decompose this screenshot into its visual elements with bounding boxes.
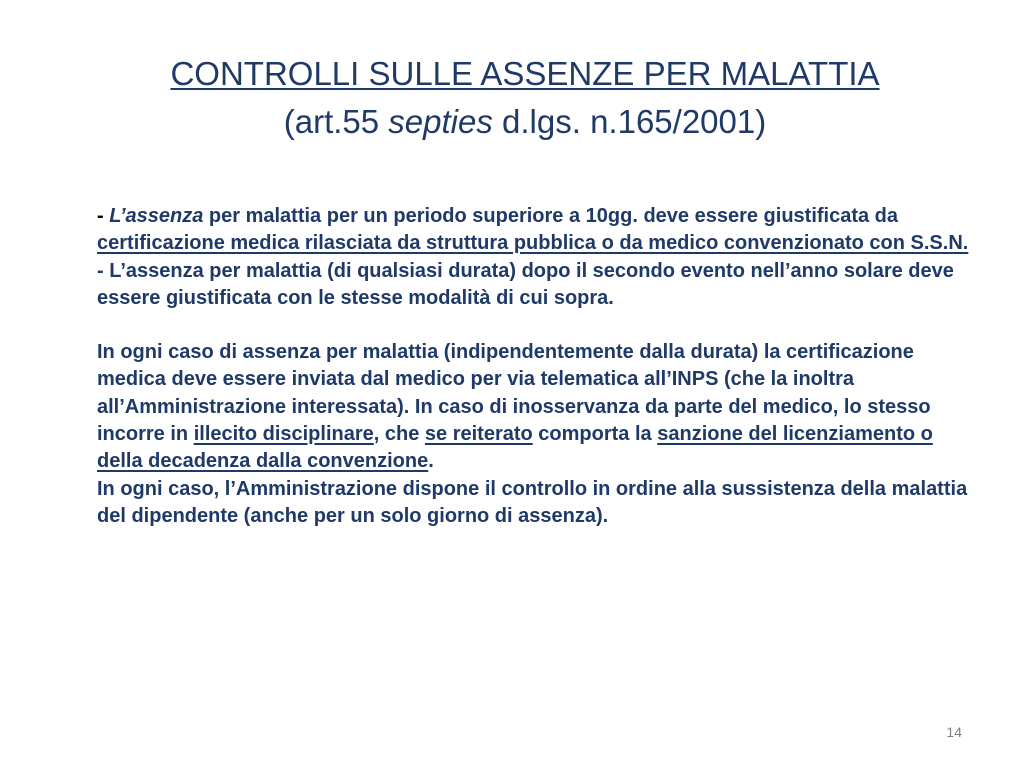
paragraph-3-text-c: comporta la — [532, 423, 658, 446]
page-number: 14 — [946, 724, 962, 740]
sanzione-link: sanzione del licenziamento o della decadenza dalla convenzione — [97, 423, 933, 473]
paragraph-spacer — [97, 312, 972, 339]
bullet-dash: - — [97, 259, 110, 282]
paragraph-4-text: In ogni caso, l’Amministrazione dispone il controllo in ordine alla sussistenza della malattia del dipendente (anche per un solo giorno di assenza). — [97, 477, 968, 527]
paragraph-3-text-a: In ogni caso di assenza per malattia (indipendentemente dalla durata) la certificazione medica deve essere inviata dal medico per via telematica all’INPS (che la inoltra all’Amministrazione interessata). In caso di inosservanza da parte del medico, lo stesso incorre in — [97, 341, 931, 446]
paragraph-3-text-d: . — [428, 450, 434, 473]
illecito-disciplinare-link: illecito disciplinare — [193, 423, 374, 446]
slide-body — [97, 203, 972, 530]
se-reiterato-link: se reiterato — [424, 423, 533, 446]
bullet-dash: - — [97, 205, 110, 227]
paragraph-2 — [97, 258, 972, 313]
paragraph-2-text: L’assenza per malattia (di qualsiasi durata) dopo il secondo evento nell’anno solare deve essere giustificata con le stesse modalità di cui sopra. — [97, 259, 954, 309]
title-reference — [60, 98, 990, 146]
paragraph-1-text: per malattia per un periodo superiore a 10gg. deve essere giustificata da — [203, 205, 899, 227]
paragraph-4 — [97, 476, 972, 531]
title-ref-prefix: (art.55 — [283, 103, 389, 140]
paragraph-3-text-b: , che — [373, 423, 425, 446]
paragraph-3 — [97, 339, 972, 475]
paragraph-1-lead: L’assenza — [109, 205, 204, 227]
paragraph-1-link: certificazione medica rilasciata da struttura pubblica o da medico convenzionato con S.S.N. — [97, 232, 969, 255]
title-main: CONTROLLI SULLE ASSENZE PER MALATTIA — [170, 55, 880, 92]
slide-title — [60, 50, 990, 146]
title-ref-suffix: d.lgs. n.165/2001) — [492, 103, 767, 140]
title-ref-italic: septies — [388, 103, 493, 140]
paragraph-1 — [97, 203, 972, 258]
